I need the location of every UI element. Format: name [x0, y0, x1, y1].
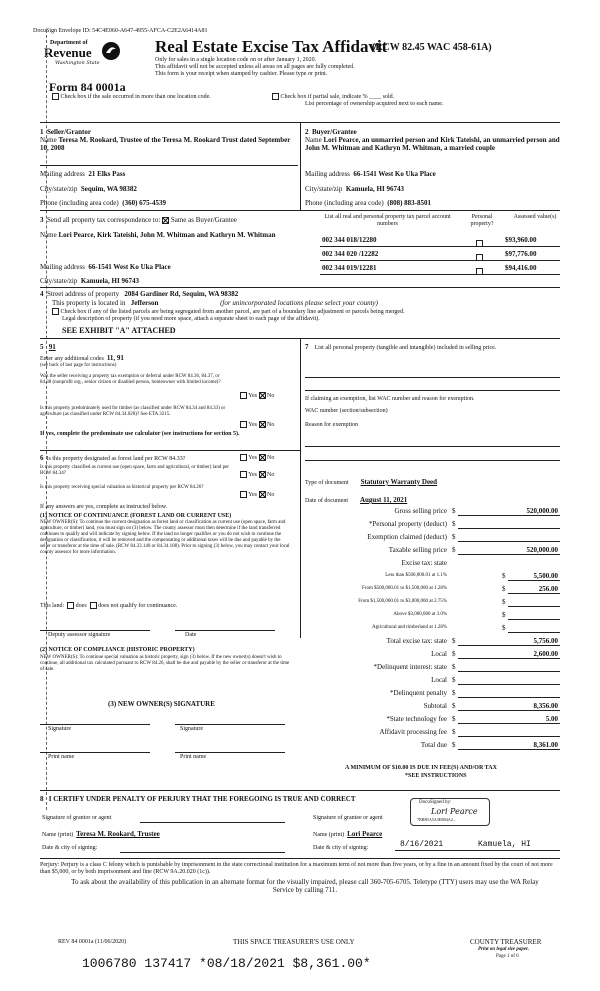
q2-answer[interactable] [240, 421, 274, 429]
sec7-exempt: If claiming an exemption, list WAC number and reason for exemption. [305, 396, 475, 402]
buyer-heading [305, 128, 357, 136]
grantor-name[interactable] [42, 830, 160, 839]
calc-label: Gross selling price [394, 507, 447, 515]
notice1-body: NEW OWNER(S): To continue the current designation as forest land or classification as current use (open space, farm and agriculture, or timber) land, you must sign on (3) below. The county assessor must then determine if the land transferred continues to qualify and will indicate by signing below. If the land no longer qualifies or you do not wish to continue the designation or classification, it will be removed and the compensating or additional taxes will be due and payable by the seller or transferor at the time of sale. (RCW 84.33.140 or 84.34.108). Prior to signing (3) below, you may contact your local county assessor for more information. [40, 520, 290, 555]
calc-currency: $ [502, 572, 506, 580]
q1-yes: Yes [248, 392, 258, 399]
sec6-q1-answer[interactable] [240, 454, 274, 462]
calc-line [458, 723, 560, 724]
owner-sig-label-2: Signature [180, 726, 203, 732]
docusign-signature: Lori Pearce [431, 807, 478, 816]
divider [120, 852, 285, 853]
calc-label: Local [431, 650, 447, 658]
sec6-q1 [40, 454, 185, 463]
calc-value[interactable]: 520,000.00 [526, 507, 558, 515]
page-title: Real Estate Excise Tax Affidavit [155, 37, 388, 56]
calc-line [458, 710, 560, 711]
calc-line [458, 645, 560, 646]
seller-city-value: Sequim, WA 98382 [80, 185, 137, 193]
sec5-addl-value: 11, 91 [106, 354, 124, 362]
assessed-header: Assessed value(s) [513, 214, 557, 220]
check-partial-sold: sold. [382, 93, 395, 100]
note-3: This form is your receipt when stamped by cashier. Please type or print. [155, 71, 328, 77]
calc-currency: $ [452, 637, 456, 645]
calc-label: Agricultural and timberland at 1.28% [372, 625, 447, 630]
seller-mailing[interactable] [40, 170, 125, 178]
divider [40, 790, 560, 791]
grantor-date-city[interactable]: Date & city of signing: [42, 845, 98, 851]
notice2-head: (2) NOTICE OF COMPLIANCE (HISTORIC PROPERTY) [40, 647, 195, 653]
buyer-city[interactable] [305, 185, 404, 193]
grantee-sig-label[interactable]: Signature of grantee or agent [313, 815, 383, 821]
sec4-legal: Legal description of property (if you need more space, attach a separate sheet to each page of the affidavit). [62, 316, 320, 322]
revenue-logo-icon [100, 40, 122, 62]
divider [40, 450, 300, 451]
q2-yes: Yes [248, 421, 258, 428]
buyer-phone-label: Phone (including area code) [305, 199, 384, 207]
receipt-stamp: 1006780 137417 *08/18/2021 $8,361.00* [82, 956, 371, 971]
calc-value[interactable]: 5.00 [545, 715, 558, 723]
sec3-name-value: Lori Pearce, Kirk Tateishi, John M. Whitman and Kathryn M. Whitman [58, 231, 276, 239]
check-multi-location[interactable] [52, 93, 211, 101]
buyer-city-label: City/state/zip [305, 185, 343, 193]
divider [320, 246, 560, 247]
owner-print-label-2: Print name [180, 754, 207, 760]
notice2-sig-head: (3) NEW OWNER(S) SIGNATURE [108, 700, 215, 708]
doc-type-value: Statutory Warranty Deed [360, 478, 438, 486]
divider [175, 630, 275, 631]
revision: REV 84 0001a (11/06/2020) [58, 939, 127, 945]
calc-value[interactable]: 520,000.00 [526, 546, 558, 554]
sec6-q2-no: No [267, 471, 275, 478]
sec3-city-label: City/state/zip [40, 277, 78, 285]
calc-currency: $ [452, 689, 456, 697]
calc-label: *Delinquent penalty [390, 689, 447, 697]
calc-line [508, 606, 560, 607]
calc-value[interactable]: 5,500.00 [533, 572, 558, 580]
deputy-signature-label: Deputy assessor signature [48, 632, 111, 638]
note-1: Only for sales in a single location code on or after January 1, 2020. [155, 57, 317, 63]
seller-heading [40, 128, 91, 136]
form-number: Form 84 0001a [49, 80, 126, 94]
grantee-date-city[interactable]: Date & city of signing: [313, 845, 369, 851]
calc-line [458, 541, 560, 542]
calc-value[interactable]: 256.00 [538, 585, 558, 593]
sec4-seg-check[interactable] [52, 308, 405, 316]
grantor-sig-label[interactable]: Signature of grantor or agent [42, 815, 112, 821]
parcel-row-2: 002 344 020 /12282 [322, 250, 379, 258]
dept-logo-text: Revenue [44, 45, 92, 60]
sec6-q3: Is this property receiving special valuation as historical property per RCW 84.26? [40, 485, 204, 490]
sec5-num: 5 [40, 343, 44, 351]
seller-name-value: Teresa M. Rookard, Trustee of the Teresa M. Rookard Trust dated September 10, 2008 [40, 136, 291, 152]
docusign-id: 7BBB5A5A3E0B4A2... [417, 817, 456, 822]
seller-name-label: Name [40, 136, 57, 144]
buyer-head: Buyer/Grantee [312, 128, 357, 136]
grantor-name-value: Teresa M. Rookard, Trustee [76, 830, 160, 838]
divider [40, 630, 150, 631]
sec3-num: 3 [40, 216, 44, 224]
sec6-q1-text: Is this property designated as forest land per RCW 84.33? [46, 456, 186, 462]
docusign-box [410, 798, 490, 826]
notice2-body: NEW OWNER(S): To continue special valuation as historic property, sign (3) below. If the new owner(s) doesn't wish to continue, all additional tax calculated pursuant to RCW 84.26, shall be due and payable by the seller or transferor at the time of sale. [40, 655, 290, 672]
q3-text: If yes, complete the predominate use calculator (see instructions for section 5). [40, 431, 240, 437]
sec3-same: Same as Buyer/Grantee [170, 216, 237, 224]
grantee-name-label: Name (print) [313, 832, 345, 838]
sec4-county-note: (for unincorporated locations please select your county) [220, 299, 378, 307]
sec5-code-value: 91 [48, 343, 56, 351]
calc-line [458, 554, 560, 555]
calc-label: Total due [420, 741, 447, 749]
divider [40, 724, 150, 725]
divider [40, 752, 150, 753]
sec3-city[interactable] [40, 277, 139, 285]
buyer-name-value: Lori Pearce, an unmarried person and Kirk Tateishi, an unmarried person and John M. Whitman and Kathryn M. Whitman, a married couple [305, 136, 560, 152]
note-2: This affidavit will not be accepted unless all areas on all pages are fully completed. [155, 64, 355, 70]
sec4-street-value: 2084 Gardiner Rd, Sequim, WA 98382 [124, 290, 239, 298]
sec8-num: 8 [40, 795, 44, 803]
parcel-header: List all real and personal property tax parcel account numbers [324, 214, 451, 227]
alternate-format-notice: To ask about the availability of this publication in an alternate format for the visually impaired, please call 360-705-6705. Teletype (TTY) users may use the WA Relay Service by calling 711. [71, 878, 539, 894]
calc-value[interactable]: 8,361.00 [533, 741, 558, 749]
sec5-addl[interactable] [40, 354, 124, 363]
treasurer-space: THIS SPACE TREASURER'S USE ONLY [233, 938, 355, 946]
calc-currency: $ [452, 676, 456, 684]
grantor-name-label: Name (print) [42, 832, 74, 838]
page-number: Page 1 of 6 [496, 954, 519, 959]
calc-label: Above $3,000,000 at 3.0% [393, 612, 447, 617]
owner-sig-label-1: Signature [48, 726, 71, 732]
calc-currency: $ [452, 663, 456, 671]
value-row-3: $94,416.00 [505, 264, 537, 272]
seller-phone-label: Phone (including area code) [40, 199, 119, 207]
q2-text: Is this property predominately used for timber (as classified under RCW 84.34 and 84.33) or agriculture (as classified under RCW 84.34.020)? See ETA 3215. [40, 406, 226, 417]
check-partial-sale[interactable]: Check box if partial sale, indicate % ____ sold. [272, 93, 394, 101]
divider [305, 390, 560, 391]
sec5-see-back: (see back of last page for instructions) [40, 363, 117, 368]
docusigned-by: DocuSigned by: [419, 800, 452, 805]
calc-label: Affidavit processing fee [379, 728, 447, 736]
sec4-seg-label: Check box if any of the listed parcels are being segregated from another parcel, are part of a boundary line adjustment or parcels being merged. [60, 308, 405, 315]
calc-line [458, 684, 560, 685]
calc-currency: $ [452, 546, 456, 554]
calc-value[interactable]: 2,600.00 [533, 650, 558, 658]
notice1-qualify[interactable] [40, 602, 177, 610]
seller-name[interactable] [40, 136, 298, 152]
sec3-text: Send all property tax correspondence to: [47, 216, 161, 224]
calc-label: *Delinquent interest: state [373, 663, 447, 671]
doc-date-label: Date of document [305, 498, 348, 504]
grantee-date: 8/16/2021 [400, 840, 444, 849]
seller-head: Seller/Grantor [47, 128, 91, 136]
divider [305, 460, 560, 461]
divider [40, 287, 560, 288]
calc-currency: $ [452, 741, 456, 749]
seller-city-label: City/state/zip [40, 185, 78, 193]
notice1-this-land: This land: [40, 602, 65, 609]
divider [40, 210, 560, 211]
calc-label: Local [431, 676, 447, 684]
sec7-text [305, 343, 555, 352]
dept-line1: Department of [50, 40, 88, 46]
seller-city[interactable] [40, 185, 137, 193]
calc-label: Taxable selling price [388, 546, 447, 554]
buyer-num: 2 [305, 128, 309, 136]
legal-paper: Print on legal size paper. [478, 947, 529, 952]
buyer-name[interactable] [305, 136, 563, 152]
calc-line [458, 515, 560, 516]
see-instructions: *SEE INSTRUCTIONS [405, 773, 467, 779]
notice1-does: does [75, 602, 87, 609]
divider [175, 752, 285, 753]
notice1-does-not: does not qualify for continuance. [98, 602, 178, 609]
divider [320, 260, 560, 261]
calc-value[interactable]: 8,356.00 [533, 702, 558, 710]
sec3-name[interactable] [40, 231, 290, 239]
grantee-name[interactable] [313, 830, 382, 839]
calc-currency: $ [502, 585, 506, 593]
calc-currency: $ [502, 598, 506, 606]
calc-label: From $500,000.01 to $1,500,000 at 1.28% [362, 586, 447, 591]
divider [305, 446, 560, 447]
calc-label: Exemption claimed (deduct) [367, 533, 447, 541]
parcel-row-3: 002 344 019/12281 [322, 264, 377, 272]
grantee-name-value: Lori Pearce [347, 830, 383, 838]
sec7-num: 7 [305, 343, 309, 351]
calc-label: Total excise tax: state [386, 637, 447, 645]
calc-line [458, 528, 560, 529]
buyer-mailing-value: 66-1541 West Ko Uka Place [353, 170, 436, 178]
divider [300, 338, 301, 638]
calc-label: Subtotal [423, 702, 447, 710]
notice1-head: (1) NOTICE OF CONTINUANCE (FOREST LAND OR CURRENT USE) [40, 513, 232, 519]
sec6-q3-answer[interactable] [240, 491, 274, 499]
calc-currency: $ [502, 611, 506, 619]
calc-currency: $ [452, 728, 456, 736]
calc-currency: $ [452, 520, 456, 528]
seller-num: 1 [40, 128, 44, 136]
minimum-notice: A MINIMUM OF $10.00 IS DUE IN FEE(S) AND/OR TAX [345, 765, 497, 771]
buyer-mailing-label: Mailing address [305, 170, 350, 178]
sec5-addl-label: Enter any additional codes [40, 356, 104, 362]
divider [40, 165, 298, 166]
doc-type-label: Type of document [305, 480, 349, 486]
sec4-county-value: Jefferson [130, 299, 159, 307]
sec6-num: 6 [40, 454, 44, 462]
sec6-q1-no: No [267, 454, 275, 461]
calc-label: *State technology fee [386, 715, 447, 723]
buyer-mailing[interactable] [305, 170, 436, 178]
seller-mailing-label: Mailing address [40, 170, 85, 178]
calc-line [458, 671, 560, 672]
calc-line [508, 580, 560, 581]
seller-phone[interactable] [40, 199, 166, 207]
calc-currency: $ [452, 702, 456, 710]
calc-currency: $ [452, 533, 456, 541]
sec4-street-label: Street address of property [47, 290, 120, 298]
sec4-street[interactable] [40, 290, 238, 298]
q2-no: No [267, 421, 275, 428]
calc-value[interactable]: 5,756.00 [533, 637, 558, 645]
calc-line [458, 736, 560, 737]
buyer-phone-value: (808) 883-8501 [387, 199, 431, 207]
calc-line [458, 697, 560, 698]
calc-line [508, 593, 560, 594]
q1-text: Was the seller receiving a property tax exemption or deferral under RCW 84.36, 84.37, or 84.38 (nonprofit org., senior citizen or disabled person, homeowner with limited income)? [40, 374, 221, 385]
parcel-row-1: 002 344 018/12280 [322, 236, 377, 244]
calc-currency: $ [502, 624, 506, 632]
sec6-q4: If any answers are yes, complete as instructed below. [40, 504, 168, 510]
personal-header: Personal property? [470, 214, 494, 227]
sec3-mailing[interactable] [40, 263, 171, 271]
seller-mailing-value: 21 Elks Pass [88, 170, 126, 178]
sec4-exhibit: SEE EXHIBIT "A" ATTACHED [62, 326, 176, 335]
sec6-q3-no: No [267, 491, 275, 498]
sec7-text-value: List all personal property (tangible and intangible) included in selling price. [314, 345, 497, 351]
divider [175, 724, 285, 725]
calc-line [458, 749, 560, 750]
deputy-date-label: Date [185, 632, 197, 638]
doc-type[interactable] [305, 478, 437, 487]
calc-currency: $ [452, 507, 456, 515]
divider [320, 274, 560, 275]
sec8-text: I CERTIFY UNDER PENALTY OF PERJURY THAT THE FOREGOING IS TRUE AND CORRECT [48, 795, 356, 803]
owner-print-label-1: Print name [48, 754, 75, 760]
check-partial-label: Check box if partial sale, indicate % [280, 93, 368, 100]
buyer-phone[interactable] [305, 199, 431, 207]
calc-line [508, 619, 560, 620]
divider [140, 822, 285, 823]
sec3-mailing-label: Mailing address [40, 263, 85, 271]
divider [395, 850, 560, 851]
buyer-city-value: Kamuela, HI 96743 [345, 185, 404, 193]
calc-line [508, 632, 560, 633]
calc-label: Excise tax: state [401, 559, 447, 567]
value-row-1: $93,960.00 [505, 236, 537, 244]
sec8-heading [40, 795, 356, 803]
sec3-heading [40, 216, 237, 224]
sec3-mailing-value: 66-1541 West Ko Uka Place [88, 263, 171, 271]
sec4-num: 4 [40, 290, 44, 298]
sec5-code[interactable] [40, 343, 56, 351]
doc-date[interactable] [305, 496, 407, 505]
q1-no: No [267, 392, 275, 399]
county-treasurer: COUNTY TREASURER [470, 938, 542, 946]
sec6-q2-yes: Yes [248, 471, 258, 478]
perjury-notice: Perjury: Perjury is a class C felony which is punishable by imprisonment in the state correctional institution for a maximum term of not more than five years, or by a fine in an amount fixed by the court of not more than $5,000, or by both imprisonment and fine (RCW 9A.20.020 (1c)). [40, 862, 553, 875]
calc-currency: $ [452, 650, 456, 658]
envelope-id: DocuSign Envelope ID: 54C4E060-A647-4955-AFCA-C2E2A6414A81 [33, 28, 208, 34]
value-row-2: $97,776.00 [505, 250, 537, 258]
list-pct-note: List percentage of ownership acquired next to each name. [305, 101, 444, 107]
sec3-city-value: Kamuela, HI 96743 [80, 277, 139, 285]
sec6-q3-yes: Yes [248, 491, 258, 498]
sec7-reason[interactable]: Reason for exemption [305, 422, 358, 428]
divider [40, 858, 560, 859]
divider [305, 377, 560, 378]
calc-label: From $1,500,000.01 to $3,000,000 at 2.75% [358, 599, 447, 604]
calc-currency: $ [452, 715, 456, 723]
sec3-name-label: Name [40, 231, 57, 239]
sec6-q2-answer[interactable] [240, 471, 274, 479]
divider [300, 122, 301, 210]
q1-answer[interactable] [240, 392, 274, 400]
check-multi-label: Check box if the sale occurred in more than one location code. [60, 93, 211, 100]
grantee-city: Kamuela, HI [478, 840, 531, 849]
sec4-county[interactable] [52, 299, 378, 307]
sec4-located: This property is located in [52, 299, 126, 307]
personal-checkbox-3[interactable] [476, 262, 483, 280]
sec6-q1-yes: Yes [248, 454, 258, 461]
seller-phone-value: (360) 675-4539 [122, 199, 166, 207]
calc-line [458, 658, 560, 659]
buyer-name-label: Name [305, 136, 322, 144]
calc-label: *Personal property (deduct) [368, 520, 447, 528]
sec6-q2: Is this property classified as current use (open space, farm and agricultural, or timber) land per RCW 84.34? [40, 465, 229, 476]
dept-line3: Washington State [55, 60, 100, 66]
calc-label: Less than $500,000.01 at 1.1% [385, 573, 447, 578]
title-rcw: (RCW 82.45 WAC 458-61A) [372, 42, 492, 53]
sec7-wac[interactable]: WAC number (section/subsection) [305, 408, 388, 414]
doc-date-value: August 11, 2021 [359, 496, 408, 504]
